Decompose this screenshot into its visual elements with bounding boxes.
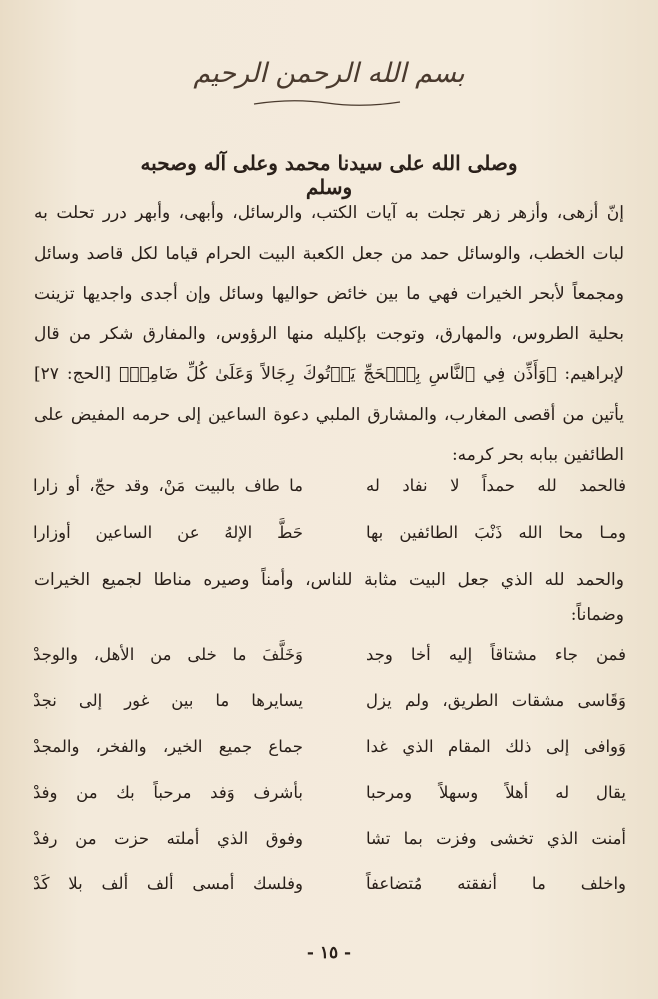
verse-first-hemistich: واخلف ما أنفقته مُتضاعفاً bbox=[366, 874, 626, 893]
verse-first-hemistich: أمنت الذي تخشى وفزت بما تشا bbox=[366, 829, 626, 848]
verse-second-hemistich: بأشرف وَفد مرحباً بك من وفدْ bbox=[33, 783, 303, 802]
verse-second-hemistich: وفلسك أمسى ألف ألف بلا كَدْ bbox=[33, 874, 303, 893]
verse-second-hemistich: ما طاف بالبيت مَنْ، وقد حجّ، أو زارا bbox=[33, 476, 303, 495]
verse-first-hemistich: يقال له أهلاً وسهلاً ومرحبا bbox=[366, 783, 626, 802]
verse-first-hemistich: فمن جاء مشتاقاً إليه أخا وجد bbox=[366, 645, 626, 664]
verse-second-hemistich: وَخَلَّفَ ما خلى من الأهل، والوجدْ bbox=[33, 645, 303, 664]
prose-line: لبات الخطب، والوسائل حمد من جعل الكعبة البيت الحرام قياما لكل قاصد وسائل bbox=[34, 244, 624, 264]
basmala-calligraphy: بسم الله الرحمن الرحيم bbox=[193, 58, 465, 89]
verse-first-hemistich: وَوافى إلى ذلك المقام الذي غدا bbox=[366, 737, 626, 756]
prose-line: وضماناً: bbox=[570, 605, 624, 625]
prose-line: ومجمعاً لأبحر الخيرات فهي ما بين خائض حواليها وسائل وإن أجدى واجديها تزينت bbox=[34, 284, 624, 304]
verse-line bbox=[0, 691, 658, 721]
prose-line-quran: لإبراهيم: ﴿وَأَذِّن فِي ٱلنَّاسِ بِٱلۡحَجِّ يَأۡتُوكَ رِجَالاً وَعَلَىٰ كُلِّ ضَامِرٖ﴾ [الحج: ٢٧] bbox=[34, 364, 624, 384]
prose-line: والحمد لله الذي جعل البيت مثابة للناس، وأمناً وصيره مناطا لجميع الخيرات bbox=[34, 570, 624, 590]
verse-first-hemistich: فالحمد لله حمداً لا نفاد له bbox=[366, 476, 626, 495]
verse-line bbox=[0, 783, 658, 813]
verse-line bbox=[0, 737, 658, 767]
verse-second-hemistich: يسايرها ما بين غور إلى نجدْ bbox=[33, 691, 303, 710]
verse-line bbox=[0, 645, 658, 675]
verse-line bbox=[0, 476, 658, 506]
verse-second-hemistich: وفوق الذي أملته حزت من رفدْ bbox=[33, 829, 303, 848]
prose-line: الطائفين ببابه بحر كرمه: bbox=[451, 445, 624, 465]
salawat-heading: وصلى الله على سيدنا محمد وعلى آله وصحبه وسلم bbox=[140, 151, 518, 199]
verse-line bbox=[0, 874, 658, 904]
verse-line bbox=[0, 523, 658, 553]
verse-first-hemistich: وَقَاسى مشقات الطريق، ولم يزل bbox=[366, 691, 626, 710]
page-number: - ١٥ - bbox=[306, 943, 352, 963]
prose-line: إنّ أزهى، وأزهر زهر تجلت به آيات الكتب، والرسائل، وأبهى، وأبهر درر تحلت به bbox=[34, 203, 624, 223]
prose-line: بحلية الطروس، والمهارق، وتوجت بإكليله منها الرؤوس، والمفارق شكر من قال bbox=[34, 324, 624, 344]
prose-line: يأتين من أقصى المغارب، والمشارق الملبي دعوة الساعين إلى حرمه المفيض على bbox=[34, 405, 624, 425]
verse-second-hemistich: حَطَّ الإلهُ عن الساعين أوزارا bbox=[33, 523, 303, 542]
calligraphy-flourish-icon bbox=[252, 98, 402, 108]
verse-second-hemistich: جماع جميع الخير، والفخر، والمجدْ bbox=[33, 737, 303, 756]
verse-first-hemistich: ومـا محا الله ذَنْبَ الطائفين بها bbox=[366, 523, 626, 542]
verse-line bbox=[0, 829, 658, 859]
